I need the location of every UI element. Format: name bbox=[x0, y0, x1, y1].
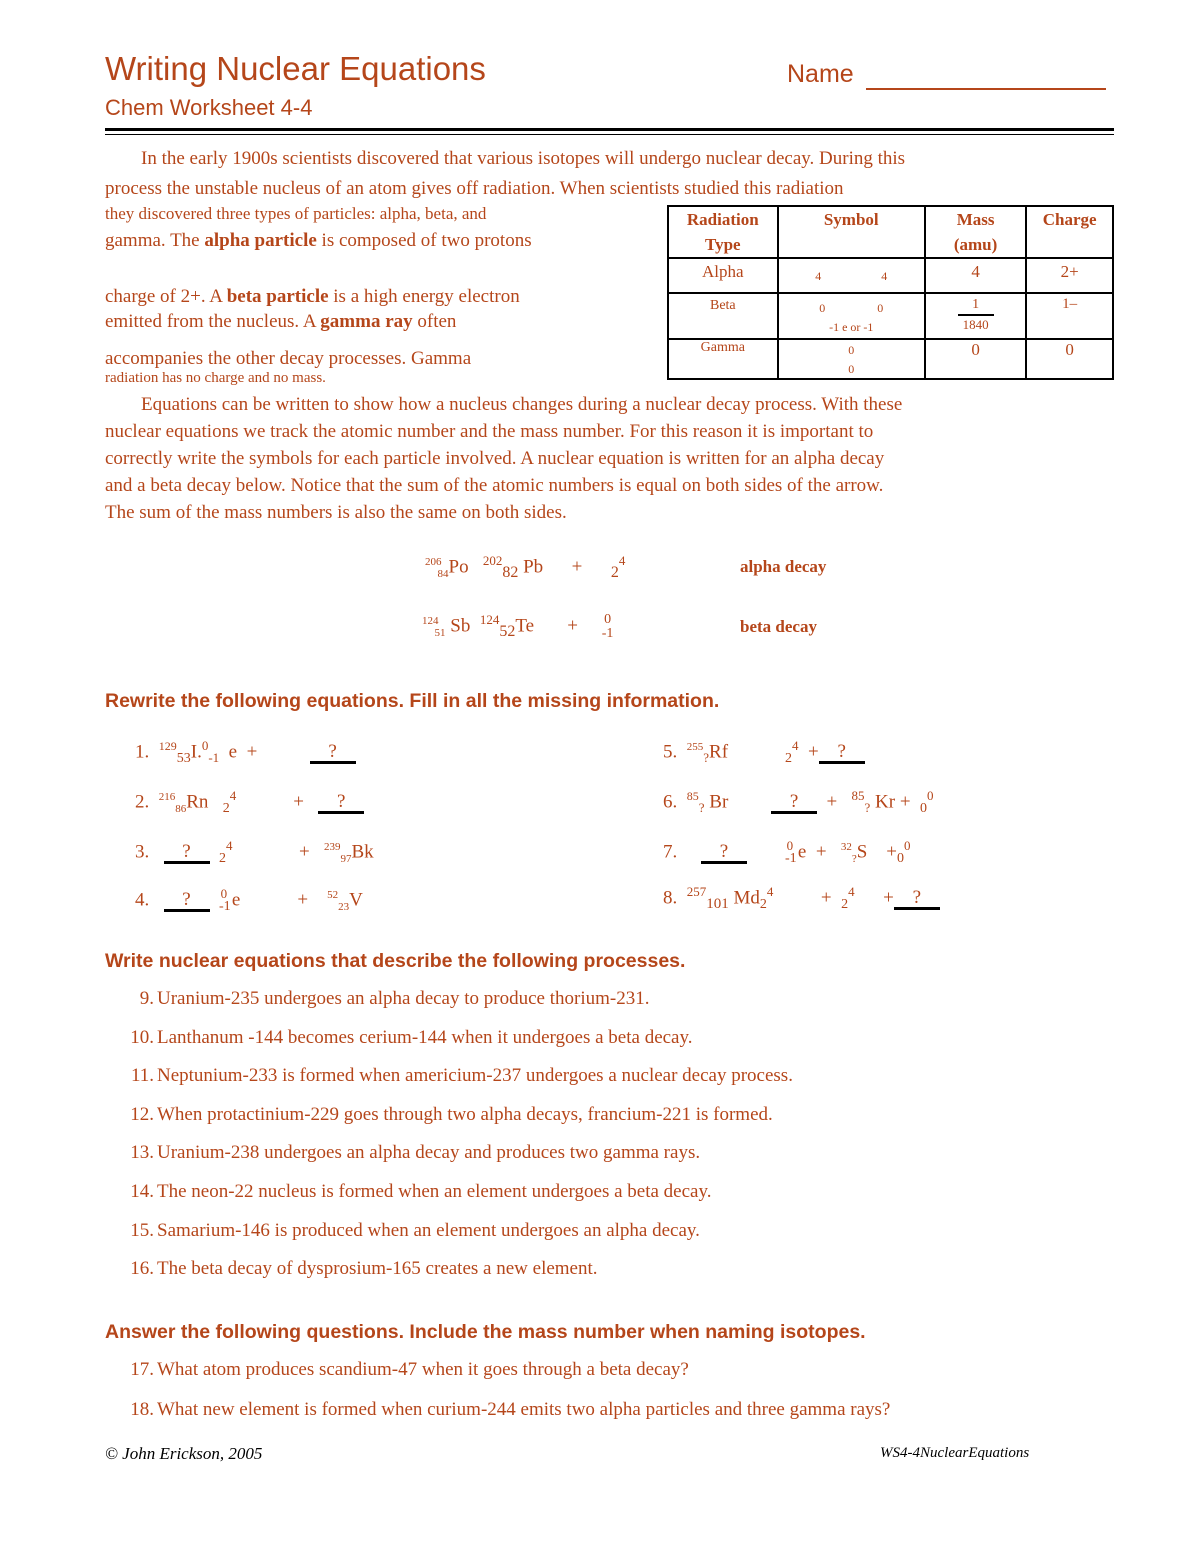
answer-blank[interactable]: ? bbox=[819, 743, 865, 764]
answer-blank[interactable]: ? bbox=[164, 843, 210, 864]
item-text: Samarium-146 is produced when an element undergoes an alpha decay. bbox=[157, 1219, 700, 1241]
equation-2: 2. $^{216}_{86}$Rn $_2^4$ + ? bbox=[135, 788, 364, 817]
item-number: 12. bbox=[130, 1103, 154, 1125]
intro-line-5: charge of 2+. A beta particle is a high energy electron bbox=[105, 286, 520, 307]
alpha-mass: 4 bbox=[925, 258, 1026, 293]
beta-charge: 1– bbox=[1026, 293, 1113, 339]
answer-blank[interactable]: ? bbox=[771, 793, 817, 814]
answer-blank[interactable]: ? bbox=[701, 843, 747, 864]
list-item bbox=[0, 1179, 1100, 1205]
header-symbol: Symbol bbox=[778, 206, 925, 258]
list-item bbox=[0, 1102, 1100, 1128]
alpha-type: Alpha bbox=[668, 258, 778, 293]
alpha-symbol: 4 4 bbox=[778, 258, 925, 293]
header-divider bbox=[105, 128, 1114, 131]
para2-line-3: correctly write the symbols for each particle involved. A nuclear equation is written for an alpha decay bbox=[105, 448, 885, 469]
section1-heading: Rewrite the following equations. Fill in all the missing information. bbox=[105, 690, 720, 712]
alpha-decay-equation: $^{206}_{84}$Po $^{202}_{82}$ Pb + $_2^4$ bbox=[425, 553, 626, 582]
answer-blank[interactable]: ? bbox=[310, 743, 356, 764]
intro-line-2: process the unstable nucleus of an atom gives off radiation. When scientists studied this radiation bbox=[105, 178, 844, 199]
list-item bbox=[0, 1025, 1100, 1051]
item-text: When protactinium-229 goes through two alpha decays, francium-221 is formed. bbox=[157, 1103, 773, 1125]
item-number: 10. bbox=[130, 1026, 154, 1048]
item-text: What new element is formed when curium-244 emits two alpha particles and three gamma rays? bbox=[157, 1399, 891, 1420]
item-number: 16. bbox=[130, 1258, 154, 1280]
list-item bbox=[0, 1256, 1100, 1282]
item-number: 15. bbox=[130, 1219, 154, 1241]
alpha-charge: 2+ bbox=[1026, 258, 1113, 293]
item-text: What atom produces scandium-47 when it goes through a beta decay? bbox=[157, 1359, 689, 1380]
para2-line-2: nuclear equations we track the atomic number and the mass number. For this reason it is important to bbox=[105, 421, 874, 442]
para2-line-5: The sum of the mass numbers is also the same on both sides. bbox=[105, 502, 567, 523]
equation-3: 3. ? $_2^4$ + $^{239}_{97}$Bk bbox=[135, 838, 374, 867]
equation-7: 7. ? $_{-1}^0$ e + $^{32}_?$S $+_0^0$ bbox=[663, 838, 911, 867]
header-divider-thin bbox=[105, 134, 1114, 135]
equation-8: 8. $^{257}_{101}$ $Md_2^4$ + $_2^4$ + ? bbox=[663, 884, 940, 913]
intro-line-7: accompanies the other decay processes. Gamma bbox=[105, 348, 472, 369]
list-item bbox=[0, 1063, 1100, 1089]
item-text: Neptunium-233 is formed when americium-237 undergoes a nuclear decay process. bbox=[157, 1065, 793, 1087]
para2-line-4: and a beta decay below. Notice that the sum of the atomic numbers is equal on both sides of the arrow. bbox=[105, 475, 884, 496]
gamma-type: Gamma bbox=[668, 339, 778, 379]
beta-decay-equation: $^{124}_{51}$ Sb $^{124}_{52}$Te + 0 -1 bbox=[422, 611, 614, 641]
section2-heading: Write nuclear equations that describe the following processes. bbox=[105, 950, 686, 972]
intro-line-3: they discovered three types of particles: alpha, beta, and bbox=[105, 204, 487, 223]
name-field[interactable] bbox=[866, 88, 1106, 90]
list-item bbox=[0, 1357, 1100, 1383]
item-number: 13. bbox=[130, 1142, 154, 1164]
item-number: 17. bbox=[130, 1359, 154, 1380]
page-subtitle: Chem Worksheet 4-4 bbox=[105, 95, 313, 120]
item-text: Uranium-235 undergoes an alpha decay to produce thorium-231. bbox=[157, 988, 650, 1009]
para2-line-1: Equations can be written to show how a nucleus changes during a nuclear decay process. With these bbox=[141, 394, 903, 415]
answer-blank[interactable]: ? bbox=[318, 793, 364, 814]
beta-mass: 1 1840 bbox=[925, 293, 1026, 339]
intro-line-8: radiation has no charge and no mass. bbox=[105, 370, 326, 386]
answer-blank[interactable]: ? bbox=[894, 889, 940, 910]
intro-line-1: In the early 1900s scientists discovered that various isotopes will undergo nuclear decay. During this bbox=[141, 148, 906, 169]
table-row-gamma bbox=[668, 339, 1113, 379]
beta-decay-label: beta decay bbox=[740, 617, 817, 636]
equation-6: 6. $^{85}_?$ Br ? + $^{85}_?$ Kr + $_0^0$ bbox=[663, 788, 934, 817]
gamma-charge: 0 bbox=[1026, 339, 1113, 379]
list-item bbox=[0, 1397, 1100, 1423]
alpha-decay-label: alpha decay bbox=[740, 557, 827, 576]
beta-type: Beta bbox=[668, 293, 778, 339]
item-text: The beta decay of dysprosium-165 creates a new element. bbox=[157, 1258, 598, 1280]
item-text: The neon-22 nucleus is formed when an element undergoes a beta decay. bbox=[157, 1181, 712, 1202]
file-name: WS4-4NuclearEquations bbox=[880, 1445, 1030, 1461]
header-charge: Charge bbox=[1026, 206, 1113, 258]
item-number: 18. bbox=[130, 1399, 154, 1420]
gamma-mass: 0 bbox=[925, 339, 1026, 379]
list-item bbox=[0, 1140, 1100, 1166]
name-label: Name bbox=[787, 60, 854, 88]
intro-line-6: emitted from the nucleus. A gamma ray often bbox=[105, 311, 457, 332]
equation-5: 5. $^{255}_?$Rf $_2^4$ + ? bbox=[663, 738, 865, 767]
item-number: 11. bbox=[130, 1065, 154, 1087]
intro-line-4: gamma. The alpha particle is composed of two protons bbox=[105, 230, 532, 251]
header-mass: Mass (amu) bbox=[925, 206, 1026, 258]
list-item bbox=[0, 986, 1100, 1012]
item-text: Lanthanum -144 becomes cerium-144 when it undergoes a beta decay. bbox=[157, 1026, 693, 1048]
item-number: 14. bbox=[130, 1181, 154, 1202]
item-text: Uranium-238 undergoes an alpha decay and produces two gamma rays. bbox=[157, 1142, 701, 1164]
header-radiation-type: Radiation Type bbox=[668, 206, 778, 258]
gamma-symbol: 0 0 bbox=[778, 339, 925, 379]
table-row-alpha bbox=[668, 258, 1113, 293]
page-title: Writing Nuclear Equations bbox=[105, 50, 486, 87]
beta-symbol: 0 0 -1 e or -1 bbox=[778, 293, 925, 339]
list-item bbox=[0, 1218, 1100, 1244]
section3-heading: Answer the following questions. Include the mass number when naming isotopes. bbox=[105, 1321, 866, 1343]
copyright: © John Erickson, 2005 bbox=[105, 1444, 263, 1463]
answer-blank[interactable]: ? bbox=[164, 891, 210, 912]
item-number: 9. bbox=[139, 988, 154, 1009]
table-row-beta bbox=[668, 293, 1113, 339]
equation-1: 1. $^{129}_{53}$I.$^0_{-1}$ e + ? bbox=[135, 738, 356, 767]
equation-4: 4. ? $_{-1}^0$ e + $^{52}_{23}$V bbox=[135, 886, 363, 915]
radiation-table bbox=[667, 205, 1114, 380]
